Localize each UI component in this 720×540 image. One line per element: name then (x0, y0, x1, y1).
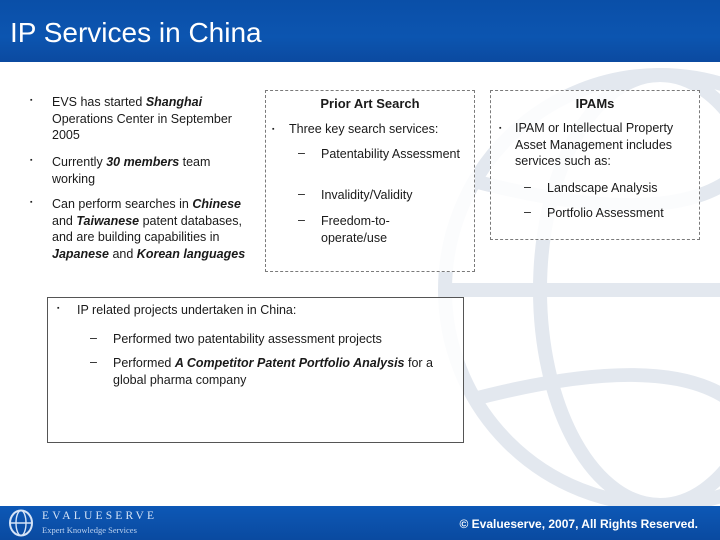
left-bullet-1-emphasis: Shanghai (145, 95, 203, 109)
copyright-notice: © Evalueserve, 2007, All Rights Reserved. (459, 517, 698, 531)
left-bullet-1-text-a: EVS has started (52, 95, 146, 109)
ipams-item-1: Landscape Analysis (547, 181, 658, 195)
ipams-intro: IPAM or Intellectual Property Asset Management includes services such as: (515, 121, 674, 168)
bullet-icon: ▪ (30, 97, 33, 104)
bullet-icon: ▪ (272, 126, 275, 133)
left-bullet-3-text-a: Can perform searches in (52, 197, 193, 211)
brand-name: EVALUESERVE (42, 510, 158, 522)
evalueserve-logo-icon (8, 509, 34, 537)
prior-art-title: Prior Art Search (320, 96, 420, 111)
bullet-icon: ▪ (57, 305, 60, 312)
left-bullet-2-text-b: team working (52, 155, 211, 186)
prior-art-item-3: Freedom-to-operate/use (321, 214, 390, 245)
projects-item-2-prefix: Performed (113, 356, 175, 370)
left-bullet-3-emphasis-chinese: Chinese (192, 197, 241, 211)
left-bullet-3-text-c: patent databases, and are building capabilities in (52, 213, 242, 244)
left-bullet-3-emphasis-japanese: Japanese (52, 246, 109, 261)
dash-icon: – (298, 213, 305, 227)
projects-item-2 (113, 355, 453, 388)
projects-item-1: Performed two patentability assessment projects (113, 332, 382, 346)
bullet-icon: ▪ (30, 157, 33, 164)
left-bullet-3-emphasis-taiwanese: Taiwanese (76, 213, 140, 228)
left-bullet-1-text-b: Operations Center in September 2005 (52, 111, 232, 142)
ipams-item-2: Portfolio Assessment (547, 206, 664, 220)
bullet-icon: ▪ (30, 199, 33, 206)
dash-icon: – (298, 187, 305, 201)
footer-bar (0, 506, 720, 540)
dash-icon: – (524, 180, 531, 194)
brand-tagline: Expert Knowledge Services (42, 525, 137, 535)
dash-icon: – (90, 331, 97, 345)
dash-icon: – (90, 355, 97, 369)
dash-icon: – (298, 146, 305, 160)
left-bullet-3 (52, 196, 260, 262)
left-bullet-2-text-a: Currently (52, 155, 107, 169)
slide-title: IP Services in China (10, 17, 262, 48)
left-bullet-3-emphasis-korean: Korean languages (136, 246, 246, 261)
ipams-title: IPAMs (575, 96, 615, 111)
left-bullet-1 (52, 94, 262, 144)
prior-art-intro: Three key search services: (289, 122, 439, 136)
projects-item-2-suffix: for a global pharma company (113, 356, 433, 387)
dash-icon: – (524, 205, 531, 219)
prior-art-item-2: Invalidity/Validity (321, 188, 413, 202)
left-bullet-2 (52, 154, 252, 187)
projects-item-2-emphasis: A Competitor Patent Portfolio Analysis (174, 356, 405, 370)
bullet-icon: ▪ (499, 125, 502, 132)
prior-art-item-1: Patentability Assessment (321, 147, 460, 161)
left-bullet-3-text-d: and (108, 246, 137, 261)
left-bullet-2-emphasis: 30 members (106, 155, 180, 169)
left-bullet-3-text-b: and (52, 213, 77, 228)
projects-intro: IP related projects undertaken in China: (77, 303, 297, 317)
